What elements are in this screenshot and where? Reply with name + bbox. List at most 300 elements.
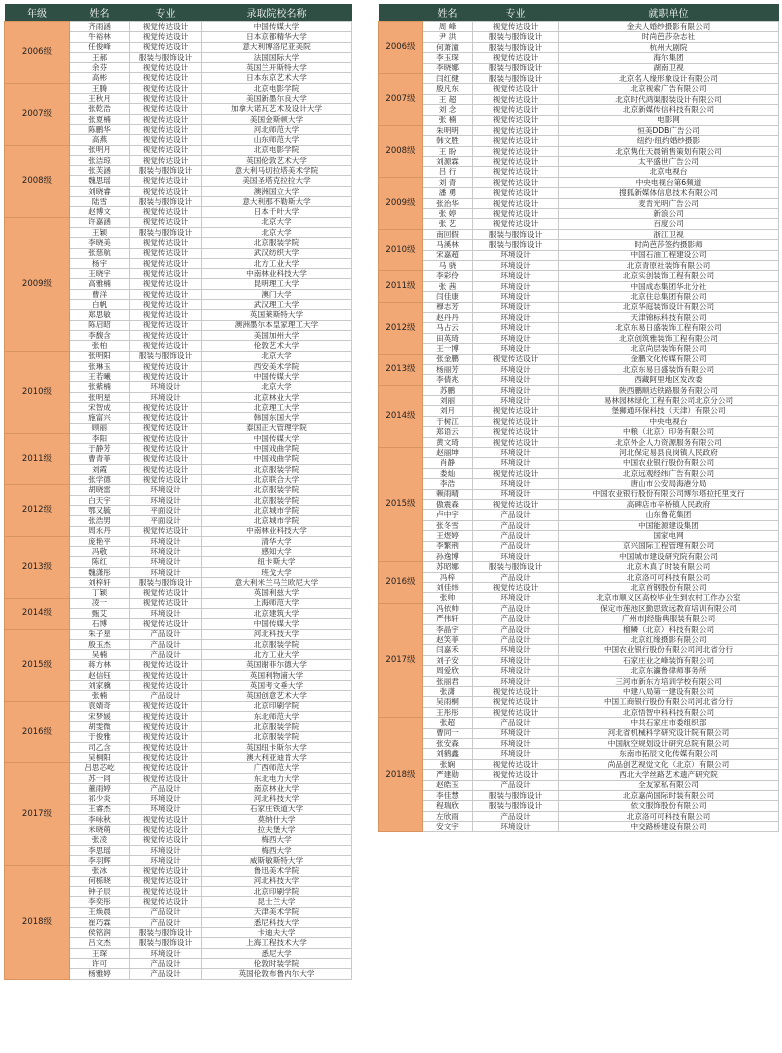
right-table-row xyxy=(379,749,779,759)
left-school-cell: 北京理工大学 xyxy=(202,402,352,412)
right-table-row xyxy=(379,385,779,395)
right-name-cell: 张娴 xyxy=(423,759,473,769)
left-name-cell: 白天宇 xyxy=(70,495,130,505)
right-table-row xyxy=(379,375,779,385)
left-name-cell: 周永丹 xyxy=(70,526,130,536)
right-major-cell: 视觉传达设计 xyxy=(473,707,559,717)
right-name-cell: 刘源霖 xyxy=(423,157,473,167)
right-employer-cell: 易林园林绿化工程有限公司北京分公司 xyxy=(559,396,779,406)
left-name-cell: 许可 xyxy=(70,959,130,969)
right-table-row xyxy=(379,593,779,603)
right-name-cell: 王 超 xyxy=(423,94,473,104)
left-name-cell: 王琛 xyxy=(70,948,130,958)
right-name-cell: 李晓娜 xyxy=(423,63,473,73)
left-major-cell: 视觉传达设计 xyxy=(130,588,202,598)
right-table-row xyxy=(379,551,779,561)
right-major-cell: 视觉传达设计 xyxy=(473,468,559,478)
left-major-cell: 服装与服饰设计 xyxy=(130,52,202,62)
left-school-cell: 梅西大学 xyxy=(202,835,352,845)
left-name-cell: 蒋方林 xyxy=(70,660,130,670)
left-name-cell: 袁婧奇 xyxy=(70,701,130,711)
right-table-body xyxy=(379,22,779,832)
left-major-cell: 产品设计 xyxy=(130,629,202,639)
right-table-row xyxy=(379,157,779,167)
left-year-cell: 2011级 xyxy=(5,433,70,484)
left-major-cell: 视觉传达设计 xyxy=(130,289,202,299)
right-name-cell: 闫佳康 xyxy=(423,292,473,302)
left-table-row xyxy=(5,83,352,93)
right-name-cell: 张丽君 xyxy=(423,676,473,686)
left-name-cell: 赵信钰 xyxy=(70,670,130,680)
left-major-cell: 视觉传达设计 xyxy=(130,258,202,268)
left-school-cell: 中南林业科技大学 xyxy=(202,526,352,536)
right-major-cell: 环境设计 xyxy=(473,655,559,665)
right-employment-table xyxy=(378,4,779,832)
right-name-cell: 王一博 xyxy=(423,344,473,354)
left-header-name: 姓名 xyxy=(70,4,130,22)
left-name-cell: 祁少炎 xyxy=(70,794,130,804)
left-name-cell: 张乾浩 xyxy=(70,104,130,114)
right-employer-cell: 保定市莲池区勤思致远教育培训有限公司 xyxy=(559,603,779,613)
left-school-cell: 北京服装学院 xyxy=(202,495,352,505)
left-year-cell: 2007级 xyxy=(5,83,70,145)
right-table-row xyxy=(379,271,779,281)
left-name-cell: 齐雨涵 xyxy=(70,22,130,32)
right-name-cell: 马 骁 xyxy=(423,260,473,270)
left-major-cell: 视觉传达设计 xyxy=(130,320,202,330)
right-name-cell: 刘 青 xyxy=(423,177,473,187)
right-major-cell: 视觉传达设计 xyxy=(473,406,559,416)
left-name-cell: 甄艾 xyxy=(70,608,130,618)
right-name-cell: 李浩 xyxy=(423,479,473,489)
left-major-cell: 产品设计 xyxy=(130,639,202,649)
left-name-cell: 朱子星 xyxy=(70,629,130,639)
left-name-cell: 曹青菲 xyxy=(70,454,130,464)
left-major-cell: 视觉传达设计 xyxy=(130,83,202,93)
left-school-cell: 澳门大学 xyxy=(202,289,352,299)
left-name-cell: 王晓宇 xyxy=(70,269,130,279)
right-table-row xyxy=(379,281,779,291)
right-employer-cell: 北京首钢股份有限公司 xyxy=(559,583,779,593)
left-name-cell: 张冰 xyxy=(70,866,130,876)
left-school-cell: 北京服装学院 xyxy=(202,639,352,649)
left-header-year: 年级 xyxy=(5,4,70,22)
left-school-cell: 日本东京艺术大学 xyxy=(202,73,352,83)
left-major-cell: 视觉传达设计 xyxy=(130,217,202,227)
left-major-cell: 视觉传达设计 xyxy=(130,94,202,104)
left-major-cell: 环境设计 xyxy=(130,794,202,804)
right-employer-cell: 中国工商银行股份有限公司河北省分行 xyxy=(559,697,779,707)
right-major-cell: 视觉传达设计 xyxy=(473,770,559,780)
right-employer-cell: 国家电网 xyxy=(559,531,779,541)
right-name-cell: 李倩兆 xyxy=(423,375,473,385)
left-name-cell: 许嘉涵 xyxy=(70,217,130,227)
right-major-cell: 环境设计 xyxy=(473,385,559,395)
right-employer-cell: 北京实创装饰工程有限公司 xyxy=(559,271,779,281)
left-major-cell: 服装与服饰设计 xyxy=(130,166,202,176)
right-name-cell: 郑语云 xyxy=(423,427,473,437)
left-school-cell: 英国莱斯特大学 xyxy=(202,310,352,320)
right-major-cell: 服装与服饰设计 xyxy=(473,229,559,239)
left-major-cell: 视觉传达设计 xyxy=(130,433,202,443)
left-major-cell: 视觉传达设计 xyxy=(130,186,202,196)
right-name-cell: 冯梓 xyxy=(423,572,473,582)
left-year-cell: 2008级 xyxy=(5,145,70,217)
right-employer-cell: 北京嘉尚国际时装有限公司 xyxy=(559,790,779,800)
right-major-cell: 视觉传达设计 xyxy=(473,416,559,426)
right-name-cell: 李彩伶 xyxy=(423,271,473,281)
left-major-cell: 视觉传达设计 xyxy=(130,176,202,186)
left-school-cell: 中国戏曲学院 xyxy=(202,444,352,454)
right-employer-cell: 高碑店市辛桥镇人民政府 xyxy=(559,499,779,509)
left-name-cell: 冯敬 xyxy=(70,547,130,557)
right-table-row xyxy=(379,364,779,374)
right-employer-cell: 北京住总集团有限公司 xyxy=(559,292,779,302)
right-major-cell: 产品设计 xyxy=(473,531,559,541)
right-employer-cell: 北京尚层装饰有限公司 xyxy=(559,344,779,354)
left-school-cell: 英国创意艺术大学 xyxy=(202,691,352,701)
left-major-cell: 视觉传达设计 xyxy=(130,670,202,680)
right-name-cell: 于树江 xyxy=(423,416,473,426)
left-name-cell: 王秋月 xyxy=(70,94,130,104)
right-table-row xyxy=(379,84,779,94)
right-name-cell: 张 艺 xyxy=(423,219,473,229)
left-name-cell: 张慈航 xyxy=(70,248,130,258)
right-major-cell: 产品设计 xyxy=(473,718,559,728)
right-major-cell: 环境设计 xyxy=(473,676,559,686)
left-name-cell: 于静芳 xyxy=(70,444,130,454)
right-employer-cell: 新浪公司 xyxy=(559,209,779,219)
left-name-cell: 董雨婷 xyxy=(70,783,130,793)
left-major-cell: 视觉传达设计 xyxy=(130,753,202,763)
left-year-cell: 2006级 xyxy=(5,22,70,84)
right-major-cell: 环境设计 xyxy=(473,344,559,354)
left-major-cell: 视觉传达设计 xyxy=(130,763,202,773)
left-table-row xyxy=(5,145,352,155)
right-table-row xyxy=(379,198,779,208)
left-major-cell: 产品设计 xyxy=(130,917,202,927)
left-major-cell: 视觉传达设计 xyxy=(130,423,202,433)
right-table-row xyxy=(379,136,779,146)
left-school-cell: 感知大学 xyxy=(202,547,352,557)
left-major-cell: 服装与服饰设计 xyxy=(130,351,202,361)
left-major-cell: 视觉传达设计 xyxy=(130,681,202,691)
left-major-cell: 产品设计 xyxy=(130,969,202,979)
right-name-cell: 闫红健 xyxy=(423,73,473,83)
left-major-cell: 视觉传达设计 xyxy=(130,526,202,536)
right-table-row xyxy=(379,666,779,676)
right-major-cell: 环境设计 xyxy=(473,738,559,748)
right-major-cell: 服装与服饰设计 xyxy=(473,63,559,73)
left-school-cell: 北京联合大学 xyxy=(202,475,352,485)
left-school-cell: 山东师范大学 xyxy=(202,135,352,145)
left-major-cell: 视觉传达设计 xyxy=(130,73,202,83)
left-name-cell: 李阳 xyxy=(70,433,130,443)
right-table-row xyxy=(379,583,779,593)
right-table-row xyxy=(379,63,779,73)
right-name-cell: 殷凡东 xyxy=(423,84,473,94)
right-table-row xyxy=(379,177,779,187)
left-school-cell: 北方工业大学 xyxy=(202,650,352,660)
right-table-row xyxy=(379,738,779,748)
right-major-cell: 环境设计 xyxy=(473,479,559,489)
left-major-cell: 视觉传达设计 xyxy=(130,773,202,783)
right-name-cell: 张金鹏 xyxy=(423,354,473,364)
right-major-cell: 视觉传达设计 xyxy=(473,136,559,146)
left-school-cell: 北京电影学院 xyxy=(202,83,352,93)
left-school-cell: 石家庄铁道大学 xyxy=(202,804,352,814)
right-name-cell: 张治华 xyxy=(423,198,473,208)
right-name-cell: 刘鹤鑫 xyxy=(423,749,473,759)
left-school-cell: 日本千叶大学 xyxy=(202,207,352,217)
right-employer-cell: 北京创筑雅装饰工程有限公司 xyxy=(559,333,779,343)
left-school-cell: 清华大学 xyxy=(202,536,352,546)
left-major-cell: 视觉传达设计 xyxy=(130,866,202,876)
right-major-cell: 视觉传达设计 xyxy=(473,94,559,104)
right-major-cell: 视觉传达设计 xyxy=(473,105,559,115)
left-major-cell: 视觉传达设计 xyxy=(130,124,202,134)
left-name-cell: 刘家骥 xyxy=(70,681,130,691)
right-employer-cell: 北京木真了时装有限公司 xyxy=(559,562,779,572)
right-major-cell: 环境设计 xyxy=(473,666,559,676)
right-employer-cell: 北京东易日盛装饰有限公司 xyxy=(559,364,779,374)
right-major-cell: 环境设计 xyxy=(473,396,559,406)
right-major-cell: 视觉传达设计 xyxy=(473,157,559,167)
right-major-cell: 产品设计 xyxy=(473,635,559,645)
left-table-body xyxy=(5,22,352,980)
right-table-row xyxy=(379,645,779,655)
right-year-cell: 2007级 xyxy=(379,73,423,125)
left-school-cell: 美国加州大学 xyxy=(202,330,352,340)
left-year-cell: 2013级 xyxy=(5,536,70,598)
right-name-cell: 赖雨晴 xyxy=(423,489,473,499)
right-name-cell: 周爱欣 xyxy=(423,666,473,676)
left-table-row xyxy=(5,629,352,639)
left-name-cell: 庞艳平 xyxy=(70,536,130,546)
right-employer-cell: 北京青原社装饰有限公司 xyxy=(559,260,779,270)
left-school-cell: 中国传媒大学 xyxy=(202,372,352,382)
left-name-cell: 张洁琼 xyxy=(70,155,130,165)
right-name-cell: 孙逸博 xyxy=(423,551,473,561)
right-name-cell: 左欣雨 xyxy=(423,811,473,821)
left-major-cell: 视觉传达设计 xyxy=(130,300,202,310)
left-name-cell: 凌一 xyxy=(70,598,130,608)
right-employer-cell: 中粮（北京）印务有限公司 xyxy=(559,427,779,437)
right-employer-cell: 北京悟智中科科技有限公司 xyxy=(559,707,779,717)
right-name-cell: 刘 念 xyxy=(423,105,473,115)
right-name-cell: 吕 行 xyxy=(423,167,473,177)
left-name-cell: 赵博文 xyxy=(70,207,130,217)
left-major-cell: 环境设计 xyxy=(130,567,202,577)
left-school-cell: 悉尼科技大学 xyxy=(202,917,352,927)
right-major-cell: 服装与服饰设计 xyxy=(473,790,559,800)
right-major-cell: 环境设计 xyxy=(473,260,559,270)
right-name-cell: 南回假 xyxy=(423,229,473,239)
right-name-cell: 刘月 xyxy=(423,406,473,416)
left-school-cell: 北京印刷学院 xyxy=(202,701,352,711)
right-major-cell: 产品设计 xyxy=(473,811,559,821)
right-table-row xyxy=(379,572,779,582)
left-major-cell: 环境设计 xyxy=(130,608,202,618)
left-school-cell: 上海工程技术大学 xyxy=(202,938,352,948)
left-school-cell: 英国纽卡斯尔大学 xyxy=(202,742,352,752)
right-name-cell: 傲震森 xyxy=(423,499,473,509)
left-school-cell: 河北科技大学 xyxy=(202,629,352,639)
right-name-cell: 刘佳炜 xyxy=(423,583,473,593)
left-major-cell: 服装与服饰设计 xyxy=(130,197,202,207)
left-major-cell: 视觉传达设计 xyxy=(130,135,202,145)
left-school-cell: 伦敦时装学院 xyxy=(202,959,352,969)
left-major-cell: 视觉传达设计 xyxy=(130,310,202,320)
left-school-cell: 北京印刷学院 xyxy=(202,886,352,896)
right-name-cell: 马溪林 xyxy=(423,240,473,250)
left-year-cell: 2009级 xyxy=(5,217,70,351)
left-year-cell: 2014级 xyxy=(5,598,70,629)
right-employer-cell: 金夫人婚纱摄影有限公司 xyxy=(559,22,779,32)
left-name-cell: 王若曦 xyxy=(70,372,130,382)
right-major-cell: 环境设计 xyxy=(473,281,559,291)
left-school-cell: 英国谢菲尔德大学 xyxy=(202,660,352,670)
left-school-cell: 昆士兰大学 xyxy=(202,897,352,907)
right-table-row xyxy=(379,312,779,322)
left-year-cell: 2016级 xyxy=(5,701,70,763)
right-table-row xyxy=(379,468,779,478)
right-name-cell: 闫嘉禾 xyxy=(423,645,473,655)
left-name-cell: 苏一同 xyxy=(70,773,130,783)
left-major-cell: 视觉传达设计 xyxy=(130,413,202,423)
left-school-cell: 班戈大学 xyxy=(202,567,352,577)
left-major-cell: 视觉传达设计 xyxy=(130,248,202,258)
right-table-row xyxy=(379,801,779,811)
left-major-cell: 产品设计 xyxy=(130,907,202,917)
right-table-row xyxy=(379,822,779,832)
left-major-cell: 视觉传达设计 xyxy=(130,42,202,52)
left-major-cell: 服装与服饰设计 xyxy=(130,928,202,938)
left-major-cell: 视觉传达设计 xyxy=(130,825,202,835)
right-table-row xyxy=(379,811,779,821)
left-school-cell: 法国国际大学 xyxy=(202,52,352,62)
right-table-row xyxy=(379,489,779,499)
right-employer-cell: 中国石油工程建设公司 xyxy=(559,250,779,260)
right-table-row xyxy=(379,427,779,437)
right-table-row xyxy=(379,229,779,239)
right-employer-cell: 堡狮通环保科技（天津）有限公司 xyxy=(559,406,779,416)
right-table-row xyxy=(379,635,779,645)
right-year-cell: 2008级 xyxy=(379,125,423,177)
right-name-cell: 马占云 xyxy=(423,323,473,333)
left-name-cell: 郑思敏 xyxy=(70,310,130,320)
left-school-cell: 北京大学 xyxy=(202,382,352,392)
left-major-cell: 视觉传达设计 xyxy=(130,22,202,32)
right-table-row xyxy=(379,115,779,125)
left-name-cell: 刘晓睿 xyxy=(70,186,130,196)
right-table-row xyxy=(379,437,779,447)
right-employer-cell: 金鹏文化传媒有限公司 xyxy=(559,354,779,364)
left-major-cell: 平面设计 xyxy=(130,505,202,515)
right-table-row xyxy=(379,780,779,790)
right-major-cell: 视觉传达设计 xyxy=(473,354,559,364)
right-name-cell: 杨丽芳 xyxy=(423,364,473,374)
right-name-cell: 肖静 xyxy=(423,458,473,468)
right-name-cell: 何萧潼 xyxy=(423,42,473,52)
left-major-cell: 产品设计 xyxy=(130,959,202,969)
left-name-cell: 胡雯微 xyxy=(70,722,130,732)
left-major-cell: 视觉传达设计 xyxy=(130,145,202,155)
left-name-cell: 李羽辉 xyxy=(70,856,130,866)
left-name-cell: 钟子辰 xyxy=(70,886,130,896)
right-employer-cell: 北京洛可可科技有限公司 xyxy=(559,811,779,821)
right-employer-cell: 河北省机械科学研究设计院有限公司 xyxy=(559,728,779,738)
right-employer-cell: 中建八局第一建设有限公司 xyxy=(559,687,779,697)
right-table-row xyxy=(379,728,779,738)
right-name-cell: 吴雨桐 xyxy=(423,697,473,707)
right-employer-cell: 尚品创艺视觉文化（北京）有限公司 xyxy=(559,759,779,769)
left-name-cell: 石博 xyxy=(70,619,130,629)
left-school-cell: 北京服装学院 xyxy=(202,722,352,732)
left-name-cell: 于俊雅 xyxy=(70,732,130,742)
left-major-cell: 视觉传达设计 xyxy=(130,742,202,752)
right-table-row xyxy=(379,396,779,406)
right-major-cell: 服装与服饰设计 xyxy=(473,32,559,42)
right-major-cell: 产品设计 xyxy=(473,520,559,530)
left-major-cell: 视觉传达设计 xyxy=(130,475,202,485)
right-major-cell: 环境设计 xyxy=(473,448,559,458)
right-employer-cell: 中国农业银行股份有限公司河北省分行 xyxy=(559,645,779,655)
left-major-cell: 环境设计 xyxy=(130,804,202,814)
left-major-cell: 视觉传达设计 xyxy=(130,886,202,896)
left-major-cell: 视觉传达设计 xyxy=(130,279,202,289)
left-school-cell: 北京城市学院 xyxy=(202,505,352,515)
right-employer-cell: 北京东瀛鲁律师事务所 xyxy=(559,666,779,676)
right-table-row xyxy=(379,209,779,219)
left-school-cell: 韩国东国大学 xyxy=(202,413,352,423)
right-name-cell: 程瑞欣 xyxy=(423,801,473,811)
right-major-cell: 视觉传达设计 xyxy=(473,125,559,135)
left-name-cell: 吴桐阳 xyxy=(70,753,130,763)
right-major-cell: 环境设计 xyxy=(473,749,559,759)
left-name-cell: 杨雅婷 xyxy=(70,969,130,979)
left-school-cell: 北京电影学院 xyxy=(202,145,352,155)
left-name-cell: 曹洋 xyxy=(70,289,130,299)
left-name-cell: 杨宇 xyxy=(70,258,130,268)
right-name-cell: 张超 xyxy=(423,718,473,728)
left-school-cell: 卡迪夫大学 xyxy=(202,928,352,938)
left-name-cell: 施富兴 xyxy=(70,413,130,423)
left-name-cell: 张学德 xyxy=(70,475,130,485)
right-major-cell: 产品设计 xyxy=(473,780,559,790)
right-major-cell: 环境设计 xyxy=(473,489,559,499)
right-employer-cell: 陕西鹏顺达铁路服务有限公司 xyxy=(559,385,779,395)
left-major-cell: 环境设计 xyxy=(130,536,202,546)
right-major-cell: 环境设计 xyxy=(473,333,559,343)
right-year-cell: 2017级 xyxy=(379,603,423,717)
right-name-cell: 冯依帅 xyxy=(423,603,473,613)
right-table-row xyxy=(379,770,779,780)
left-name-cell: 司乙含 xyxy=(70,742,130,752)
right-major-cell: 视觉传达设计 xyxy=(473,219,559,229)
right-employer-cell: 麦肯光明广告公司 xyxy=(559,198,779,208)
left-school-cell: 东北电力大学 xyxy=(202,773,352,783)
right-name-cell: 苏昭娜 xyxy=(423,562,473,572)
left-major-cell: 视觉传达设计 xyxy=(130,114,202,124)
left-major-cell: 视觉传达设计 xyxy=(130,598,202,608)
left-name-cell: 丁颖 xyxy=(70,588,130,598)
right-employer-cell: 中国航空规划设计研究总院有限公司 xyxy=(559,738,779,748)
left-major-cell: 平面设计 xyxy=(130,516,202,526)
left-name-cell: 张楠 xyxy=(70,691,130,701)
right-major-cell: 环境设计 xyxy=(473,312,559,322)
right-year-cell: 2010级 xyxy=(379,229,423,271)
